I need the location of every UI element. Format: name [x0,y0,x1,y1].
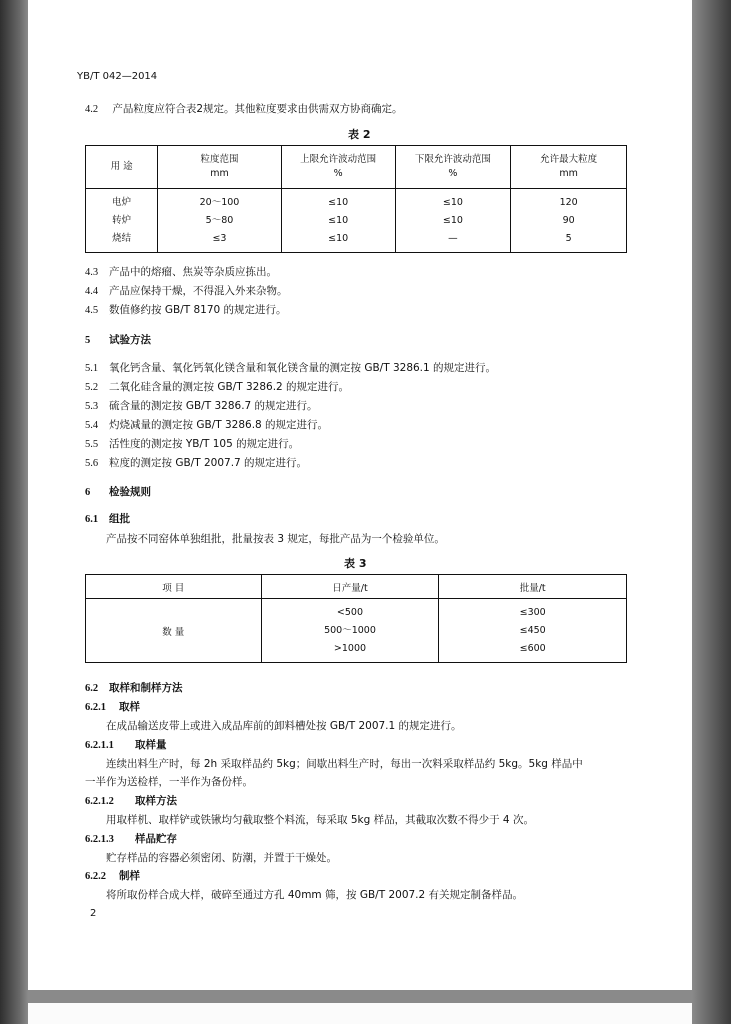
table2-col-max-size: 120 90 5 [511,189,627,253]
clause-number: 5.1 [85,363,99,374]
table3-header-cell: 日产量/t [261,575,439,599]
clause-6-2-heading [85,681,183,696]
table2-header-cell: 下限允许波动范围 % [395,146,511,189]
clause-number: 4.5 [85,305,99,316]
section-5-heading [85,333,151,348]
table3-col-batch-size: ≤300 ≤450 ≤600 [439,599,627,663]
table2-caption: 表 2 [348,128,371,141]
clause-title: 取样和制样方法 [109,682,183,694]
table2-col-use: 电炉 转炉 烧结 [86,189,158,253]
clause-5-6 [85,456,307,471]
standard-number: YB/T 042—2014 [77,71,158,82]
clause-6-2-1-1-text-line1: 连续出料生产时，每 2h 采取样品约 5kg；间歇出料生产时，每出一次料采取样品约 5kg。5kg 样品中 [106,758,583,770]
table3 [85,574,627,663]
table2-header-cell: 用 途 [86,146,158,189]
clause-number: 6.2.2 [85,871,106,882]
clause-text: 硫含量的测定按 GB/T 3286.7 的规定进行。 [109,400,318,412]
table3-row-label: 数 量 [86,599,262,663]
clause-number: 4.3 [85,267,99,278]
table2-body [86,189,627,253]
clause-number: 5.5 [85,439,99,450]
clause-6-2-1-2-heading [85,794,177,809]
clause-6-2-2-heading [85,869,140,884]
clause-title: 取样方法 [135,795,177,807]
table2-col-size-range: 20～100 5～80 ≤3 [158,189,282,253]
clause-number: 5.6 [85,458,99,469]
table2-col-upper-tol: ≤10 ≤10 ≤10 [281,189,395,253]
clause-6-2-1-3-heading [85,832,177,847]
clause-5-2 [85,380,349,395]
table2-header-cell: 粒度范围 mm [158,146,282,189]
section-number: 5 [85,335,91,346]
clause-number: 6.1 [85,514,99,525]
clause-text: 氧化钙含量、氧化钙氧化镁含量和氧化镁含量的测定按 GB/T 3286.1 的规定进行。 [109,362,497,374]
clause-number: 4.4 [85,286,99,297]
clause-5-3 [85,399,318,414]
table3-col-daily-output: <500 500～1000 >1000 [261,599,439,663]
table3-header-cell: 批量/t [439,575,627,599]
clause-text: 数值修约按 GB/T 8170 的规定进行。 [109,304,287,316]
clause-number: 4.2 [85,104,99,115]
clause-4-2 [85,102,403,117]
table2-header-cell: 允许最大粒度 mm [511,146,627,189]
table2-header-cell: 上限允许波动范围 % [281,146,395,189]
clause-4-4 [85,284,288,299]
clause-6-2-1-heading [85,700,140,715]
next-page-edge [28,1003,692,1024]
clause-6-2-2-text: 将所取份样合成大样，破碎至通过方孔 40mm 筛，按 GB/T 2007.2 有关规定制备样品。 [106,889,524,901]
clause-text: 产品中的熔瘤、焦炭等杂质应拣出。 [109,266,277,278]
clause-number: 6.2.1.3 [85,834,114,845]
clause-text: 粒度的测定按 GB/T 2007.7 的规定进行。 [109,457,308,469]
clause-title: 制样 [119,870,140,882]
clause-number: 5.3 [85,401,99,412]
clause-number: 6.2 [85,683,99,694]
clause-5-1 [85,361,496,376]
clause-title: 样品贮存 [135,833,177,845]
clause-text: 产品应保持干燥，不得混入外来杂物。 [109,285,288,297]
table2 [85,145,627,253]
section-6-heading [85,485,151,500]
clause-6-2-1-3-text: 贮存样品的容器必须密闭、防潮，并置于干燥处。 [106,852,337,864]
clause-number: 6.2.1 [85,702,106,713]
clause-text: 产品粒度应符合表2规定。其他粒度要求由供需双方协商确定。 [112,103,403,115]
table3-caption: 表 3 [344,557,367,570]
clause-6-2-1-2-text: 用取样机、取样铲或铁锹均匀截取整个料流，每采取 5kg 样品，其截取次数不得少于 4 次。 [106,814,534,826]
section-title: 试验方法 [109,334,151,346]
clause-5-4 [85,418,328,433]
clause-5-5 [85,437,299,452]
clause-number: 6.2.1.2 [85,796,114,807]
clause-text: 活性度的测定按 YB/T 105 的规定进行。 [109,438,300,450]
page-number: 2 [90,908,97,919]
table3-header-cell: 项 目 [86,575,262,599]
clause-title: 取样量 [135,739,167,751]
table3-header-row [86,575,627,599]
table2-header-row [86,146,627,189]
table3-body [86,599,627,663]
clause-text: 灼烧减量的测定按 GB/T 3286.8 的规定进行。 [109,419,329,431]
clause-6-1-text: 产品按不同窑体单独组批，批量按表 3 规定，每批产品为一个检验单位。 [106,533,445,545]
clause-6-2-1-text: 在成品输送皮带上或进入成品库前的卸料槽处按 GB/T 2007.1 的规定进行。 [106,720,462,732]
clause-4-3 [85,265,277,280]
clause-6-2-1-1-text-line2: 一半作为送检样，一半作为备份样。 [85,776,253,788]
table2-col-lower-tol: ≤10 ≤10 — [395,189,511,253]
clause-number: 6.2.1.1 [85,740,114,751]
clause-6-1-heading [85,512,130,527]
section-number: 6 [85,487,91,498]
clause-number: 5.2 [85,382,99,393]
section-title: 检验规则 [109,486,151,498]
clause-6-2-1-1-heading [85,738,167,753]
clause-4-5 [85,303,287,318]
clause-text: 二氧化硅含量的测定按 GB/T 3286.2 的规定进行。 [109,381,350,393]
clause-title: 取样 [119,701,140,713]
clause-title: 组批 [109,513,130,525]
clause-number: 5.4 [85,420,99,431]
